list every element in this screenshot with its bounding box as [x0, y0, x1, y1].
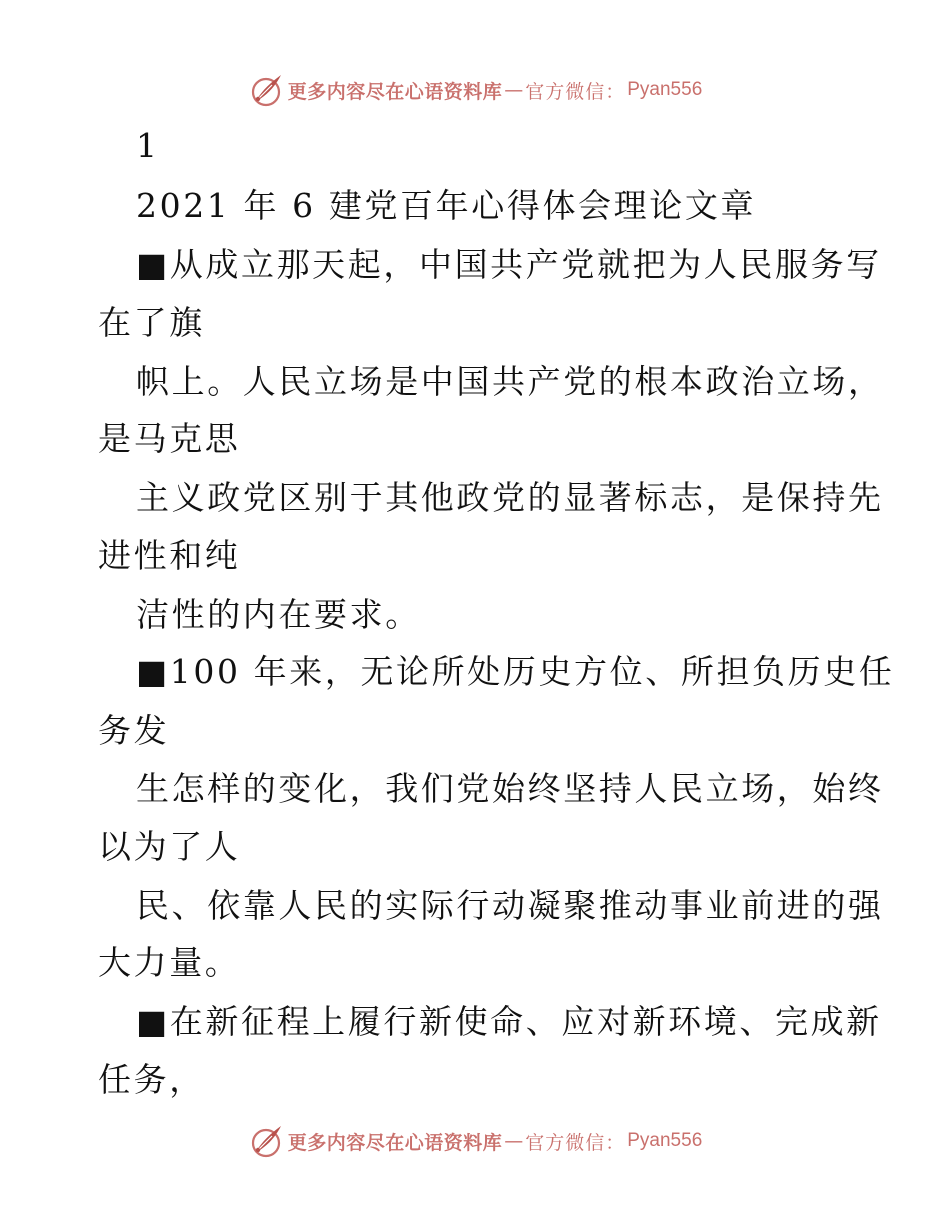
- text-line: 是马克思: [98, 419, 241, 458]
- text-line: 任务，: [98, 1060, 205, 1099]
- watermark-wechat-label: 官方微信：: [525, 1131, 626, 1154]
- text-line: ■在新征程上履行新使命、应对新环境、完成新: [136, 1002, 882, 1041]
- footer-watermark: [0, 1121, 950, 1161]
- text-line: 以为了人: [98, 827, 241, 866]
- watermark-dash: —: [504, 79, 524, 101]
- watermark-dash: —: [504, 1130, 524, 1152]
- text-line: 务发: [98, 711, 170, 750]
- watermark-wechat-id: Pyan556: [627, 1130, 703, 1151]
- text-line: 洁性的内在要求。: [136, 595, 421, 634]
- text-line: 生怎样的变化，我们党始终坚持人民立场，始终: [136, 769, 884, 808]
- text-line: ■从成立那天起，中国共产党就把为人民服务写: [136, 245, 882, 284]
- text-line: 大力量。: [98, 943, 241, 982]
- watermark-wechat-id: Pyan556: [627, 79, 703, 100]
- header-watermark: [0, 70, 950, 110]
- watermark-site-text: 更多内容尽在心语资料库: [287, 80, 503, 103]
- feather-pen-logo-icon: [248, 72, 284, 108]
- text-line: 在了旗: [98, 303, 205, 342]
- document-title: 2021 年 6 建党百年心得体会理论文章: [136, 186, 757, 225]
- page-number: 1: [136, 126, 160, 165]
- watermark-site-text: 更多内容尽在心语资料库: [287, 1131, 503, 1154]
- feather-pen-logo-icon: [248, 1123, 284, 1159]
- text-line: 帜上。人民立场是中国共产党的根本政治立场，: [136, 362, 884, 401]
- watermark-wechat-label: 官方微信：: [525, 80, 626, 103]
- text-line: ■100 年来，无论所处历史方位、所担负历史任: [136, 652, 895, 691]
- text-line: 民、依靠人民的实际行动凝聚推动事业前进的强: [136, 886, 884, 925]
- text-line: 进性和纯: [98, 536, 241, 575]
- text-line: 主义政党区别于其他政党的显著标志，是保持先: [136, 478, 884, 517]
